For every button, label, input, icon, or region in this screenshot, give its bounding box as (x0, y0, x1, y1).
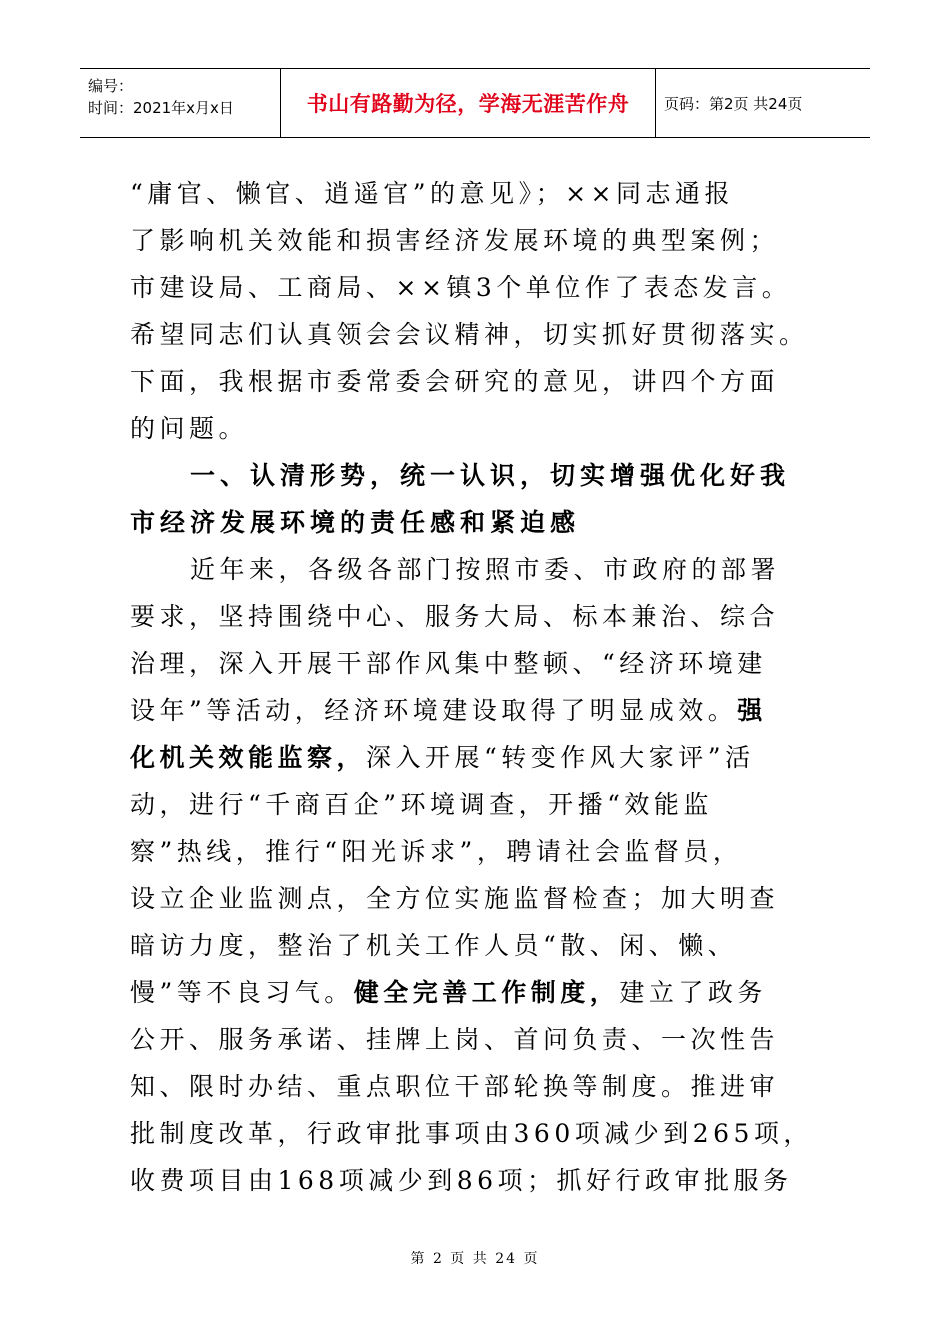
paragraph-line: 暗访力度，整治了机关工作人员“散、闲、懒、 (130, 931, 738, 960)
page-footer: 第 2 页 共 24 页 (410, 1251, 540, 1267)
body-line: 了影响机关效能和损害经济发展环境的典型案例； (130, 226, 780, 255)
paragraph-text: 建立了政务 (619, 978, 767, 1007)
paragraph-line: 设立企业监测点，全方位实施监督检查；加大明查 (130, 884, 780, 913)
header-motto: 书山有路勤为径，学海无涯苦作舟 (280, 69, 656, 137)
paragraph-line: 收费项目由168项减少到86项；抓好行政审批服务 (130, 1166, 793, 1195)
body-line: 市建设局、工商局、××镇3个单位作了表态发言。 (130, 273, 792, 302)
serial-number-label: 编号： (88, 77, 134, 95)
paragraph-line: 察”热线，推行“阳光诉求”，聘请社会监督员， (130, 837, 743, 866)
paragraph-text: 深入开展“转变作风大家评”活 (366, 743, 755, 772)
document-header (80, 68, 870, 138)
header-meta (80, 69, 280, 137)
paragraph-line: 公开、服务承诺、挂牌上岗、首问负责、一次性告 (130, 1025, 780, 1054)
header-page-info: 页码：第2页 共24页 (664, 94, 803, 113)
paragraph-line (130, 687, 820, 734)
body-line: 的问题。 (130, 414, 249, 443)
body-line: 希望同志们认真领会会议精神，切实抓好贯彻落实。 (130, 320, 809, 349)
section-heading-continued: 市经济发展环境的责任感和紧迫感 (130, 508, 581, 537)
section-heading: 一、认清形势，统一认识，切实增强优化好我 (190, 461, 791, 490)
bold-phrase: 强 (737, 696, 767, 725)
bold-phrase: 健全完善工作制度， (353, 978, 620, 1007)
paragraph-line: 动，进行“千商百企”环境调查，开播“效能监 (130, 790, 713, 819)
document-body (130, 170, 820, 1204)
paragraph-line: 近年来，各级各部门按照市委、市政府的部署 (190, 555, 781, 584)
paragraph-text: 设年”等活动，经济环境建设取得了明显成效。 (130, 696, 738, 725)
paragraph-line: 知、限时办结、重点职位干部轮换等制度。推进审 (130, 1072, 780, 1101)
body-line: “庸官、懒官、逍遥官”的意见》；××同志通报 (130, 179, 734, 208)
paragraph-line (130, 734, 820, 781)
paragraph-line: 治理，深入开展干部作风集中整顿、“经济环境建 (130, 649, 767, 678)
bold-phrase: 化机关效能监察， (130, 743, 367, 772)
paragraph-line: 批制度改革，行政审批事项由360项减少到265项， (130, 1119, 813, 1148)
date-label: 时间：2021年x月x日 (88, 99, 234, 117)
paragraph-line (130, 969, 820, 1016)
body-line: 下面，我根据市委常委会研究的意见，讲四个方面 (130, 367, 780, 396)
paragraph-line: 要求，坚持围绕中心、服务大局、标本兼治、综合 (130, 602, 780, 631)
paragraph-text: 慢”等不良习气。 (130, 978, 354, 1007)
